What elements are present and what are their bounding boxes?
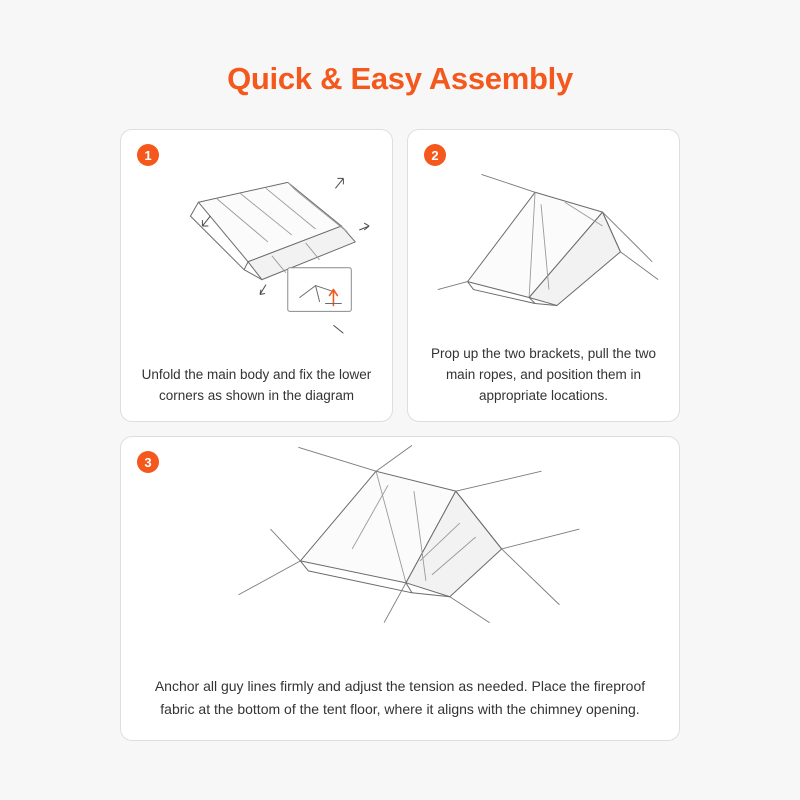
step-card-3 xyxy=(120,436,680,741)
step-3-illustration xyxy=(121,437,679,637)
propped-tent-drawing xyxy=(438,175,658,306)
step-card-2 xyxy=(407,129,680,422)
step-number-badge: 1 xyxy=(137,144,159,166)
step-caption: Unfold the main body and fix the lower corners as shown in the diagram xyxy=(141,367,372,404)
steps-grid xyxy=(120,129,680,741)
page-title: Quick & Easy Assembly xyxy=(227,61,573,96)
step-caption: Anchor all guy lines firmly and adjust the tension as needed. Place the fireproof fabric at the bottom of the tent floor, where it aligns with the chimney opening. xyxy=(154,678,646,717)
step-card-1 xyxy=(120,129,393,422)
step-caption: Prop up the two brackets, pull the two main ropes, and position them in appropriate locations. xyxy=(430,346,657,404)
flat-tent-drawing xyxy=(190,178,369,333)
step-number-badge: 2 xyxy=(424,144,446,166)
pitched-tent-drawing xyxy=(239,445,580,622)
step-number-badge: 3 xyxy=(137,451,159,473)
corner-stake-inset xyxy=(288,268,352,312)
step-2-illustration xyxy=(408,130,679,330)
step-1-illustration xyxy=(121,130,392,330)
